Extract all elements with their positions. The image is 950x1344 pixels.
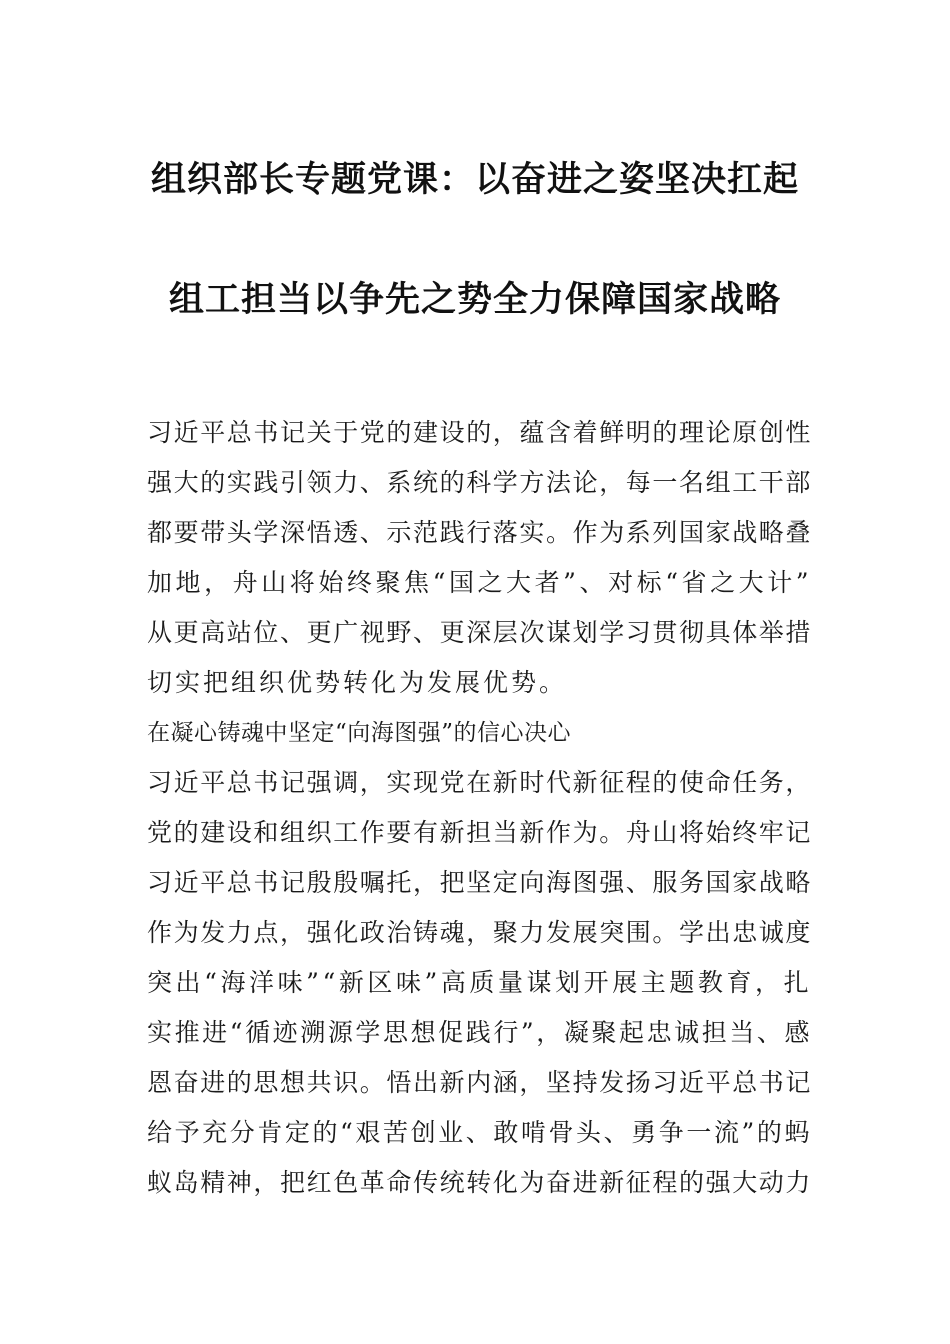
paragraph-1-line-4: 加地，舟山将始终聚焦“国之大者”、对标“省之大计”	[147, 568, 812, 597]
paragraph-1-line-5: 从更高站位、更广视野、更深层次谋划学习贯彻具体举措	[147, 618, 812, 647]
paragraph-2-line-5: 突出“海洋味”“新区味”高质量谋划开展主题教育，扎	[147, 968, 812, 997]
paragraph-2-line-9: 蚁岛精神，把红色革命传统转化为奋进新征程的强大动力	[147, 1168, 812, 1197]
paragraph-1	[147, 408, 812, 708]
paragraph-2	[147, 758, 812, 1208]
document-title-line-1: 组织部长专题党课：以奋进之姿坚决扛起	[150, 159, 799, 200]
paragraph-2-line-4: 作为发力点，强化政治铸魂，聚力发展突围。学出忠诚度	[147, 918, 812, 947]
section-heading: 在凝心铸魂中坚定“向海图强”的信心决心	[147, 720, 572, 746]
paragraph-2-line-7: 恩奋进的思想共识。悟出新内涵，坚持发扬习近平总书记	[147, 1068, 812, 1097]
paragraph-2-line-8: 给予充分肯定的“艰苦创业、敢啃骨头、勇争一流”的蚂	[147, 1118, 812, 1147]
paragraph-2-line-3: 习近平总书记殷殷嘱托，把坚定向海图强、服务国家战略	[147, 868, 812, 897]
paragraph-2-line-6: 实推进“循迹溯源学思想促践行”，凝聚起忠诚担当、感	[147, 1018, 812, 1047]
document-body	[147, 408, 812, 1208]
paragraph-1-line-2: 强大的实践引领力、系统的科学方法论，每一名组工干部	[147, 468, 812, 497]
paragraph-2-line-2: 党的建设和组织工作要有新担当新作为。舟山将始终牢记	[147, 818, 812, 847]
paragraph-1-line-3: 都要带头学深悟透、示范践行落实。作为系列国家战略叠	[147, 518, 812, 547]
paragraph-2-line-1: 习近平总书记强调，实现党在新时代新征程的使命任务，	[147, 768, 812, 797]
paragraph-1-line-6: 切实把组织优势转化为发展优势。	[147, 668, 568, 697]
document-title-line-2: 组工担当以争先之势全力保障国家战略	[168, 279, 781, 320]
paragraph-1-line-1: 习近平总书记关于党的建设的，蕴含着鲜明的理论原创性	[147, 418, 812, 447]
